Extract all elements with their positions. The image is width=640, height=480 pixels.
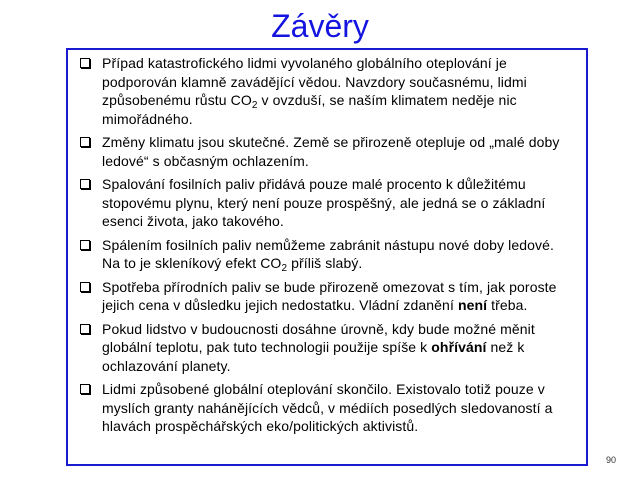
- hollow-square-bullet-icon: [80, 58, 90, 68]
- bullet-text-segment: 2: [281, 263, 288, 274]
- bullet-text-segment: třeba.: [487, 297, 528, 313]
- hollow-square-bullet-icon: [80, 282, 90, 292]
- bullet-item: [80, 380, 574, 436]
- bullet-text-segment: není: [457, 297, 488, 313]
- bullet-item: [80, 236, 574, 273]
- hollow-square-bullet-icon: [80, 384, 90, 394]
- bullet-item: [80, 175, 574, 231]
- bullet-text-segment: Změny klimatu jsou skutečné. Země se přirozeně otepluje od „malé doby ledové“ s občasným ochlazením.: [102, 134, 560, 169]
- bullet-text-segment: Spalování fosilních paliv přidává pouze malé procento k důležitému stopovému plynu, který není pouze prospěšný, ale jedná se o základní esenci života, jako takového.: [102, 176, 546, 229]
- bullet-item: [80, 54, 574, 128]
- conclusions-box: [66, 48, 588, 466]
- hollow-square-bullet-icon: [80, 137, 90, 147]
- bullet-text-segment: Pokud lidstvo v budoucnosti dosáhne úrovně, kdy bude možné měnit globální teplotu, pak tuto technologii použije spíše k: [102, 320, 535, 355]
- hollow-square-bullet-icon: [80, 324, 90, 334]
- bullet-text-segment: Případ katastrofického lidmi vyvolaného globálního oteplování je podporován klamně zavádějící vědou. Navzdory současnému, lidmi způsobenému růstu CO: [102, 55, 527, 108]
- bullet-list: [68, 50, 586, 436]
- hollow-square-bullet-icon: [80, 179, 90, 189]
- bullet-text-segment: ohřívání: [431, 339, 487, 355]
- bullet-text-segment: příliš slabý.: [287, 255, 363, 271]
- slide-title: Závěry: [271, 8, 369, 44]
- page-number: 90: [605, 455, 616, 465]
- bullet-text-segment: 2: [251, 100, 258, 111]
- bullet-item: [80, 320, 574, 376]
- bullet-text-segment: Spotřeba přírodních paliv se bude přirozeně omezovat s tím, jak poroste jejich cena v důsledku jejich nedostatku. Vládní zdanění: [102, 278, 557, 313]
- bullet-text-segment: než k ochlazování planety.: [102, 339, 525, 374]
- hollow-square-bullet-icon: [80, 240, 90, 250]
- bullet-text-segment: Lidmi způsobené globální oteplování skončilo. Existovalo totiž pouze v myslích granty nahánějících vědců, v médiích posedlých sledovaností a hlavách prospěchářských eko/politických aktivistů.: [102, 381, 553, 434]
- bullet-text-segment: v ovzduší, se naším klimatem neděje nic mimořádného.: [102, 92, 517, 127]
- bullet-text-segment: Spálením fosilních paliv nemůžeme zabránit nástupu nové doby ledové. Na to je skleníkový efekt CO: [102, 236, 554, 271]
- bullet-item: [80, 278, 574, 315]
- bullet-item: [80, 133, 574, 170]
